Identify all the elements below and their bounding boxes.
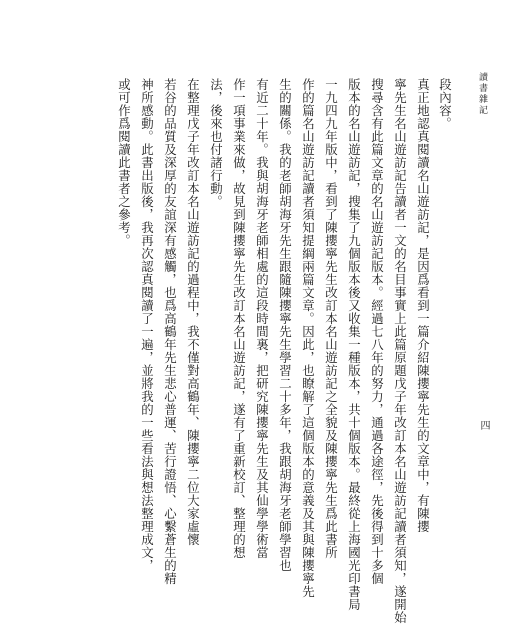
text-column: 搜尋含有此篇文章的名山遊訪記版本。經過七八年的努力，通過各途徑，先後得到十多個 xyxy=(369,78,385,585)
text-column: 若谷的品質及深厚的友誼深有感觸，也爲高鶴年先生悲心普運、苦行證悟、心繫蒼生的精 xyxy=(162,78,178,585)
text-column: 作一項事業來做，故見到陳攖寧先生改訂本名山遊訪記，遂有了重新校訂、整理的想 xyxy=(231,78,247,559)
text-column: 或可作爲閱讀此書者之參考。 xyxy=(116,78,132,247)
text-column: 神所感動。此書出版後，我再次認真閱讀了一遍，並將我的一些看法與想法整理成文， xyxy=(139,78,155,572)
text-column: 一九四九年版中，看到了陳攖寧先生改訂本名山遊訪記之全貌及陳攖寧先生爲此書所 xyxy=(323,78,339,559)
text-column: 寧先生名山遊訪記告讀者一文的名目事實上此篇原題戊子年改訂本名山遊訪記讀者須知，遂開始 xyxy=(392,78,408,624)
running-title: 讀書雜記 xyxy=(477,72,487,116)
text-column: 版本的名山遊訪記，搜集了九個版本後又收集一種版本，共十個版本。最終從上海國光印書局 xyxy=(346,78,362,611)
text-column: 生的關係。我的老師胡海牙先生跟隨陳攖寧先生學習二十多年，我跟胡海牙老師學習也 xyxy=(277,78,293,572)
text-column: 法，後來也付諸行動。 xyxy=(208,78,224,208)
text-column: 段內容。 xyxy=(437,78,453,130)
text-column: 作的篇名山遊訪記讀者須知提綱兩篇文章。因此，也瞭解了這個版本的意義及其與陳攖寧先 xyxy=(300,78,316,598)
text-column: 有近二十年。我與胡海牙老師相處的這段時間裏，把研究陳攖寧先生及其仙學學術當 xyxy=(254,78,270,559)
text-column: 在整理戊子年改訂本名山遊訪記的過程中，我不僅對高鶴年、陳攖寧二位大家虛懷 xyxy=(185,78,201,546)
page-number: 四 xyxy=(478,420,489,430)
text-column: 真正地認真閱讀名山遊訪記，是因爲看到一篇介紹陳攖寧先生的文章中，有陳攖 xyxy=(415,78,431,533)
